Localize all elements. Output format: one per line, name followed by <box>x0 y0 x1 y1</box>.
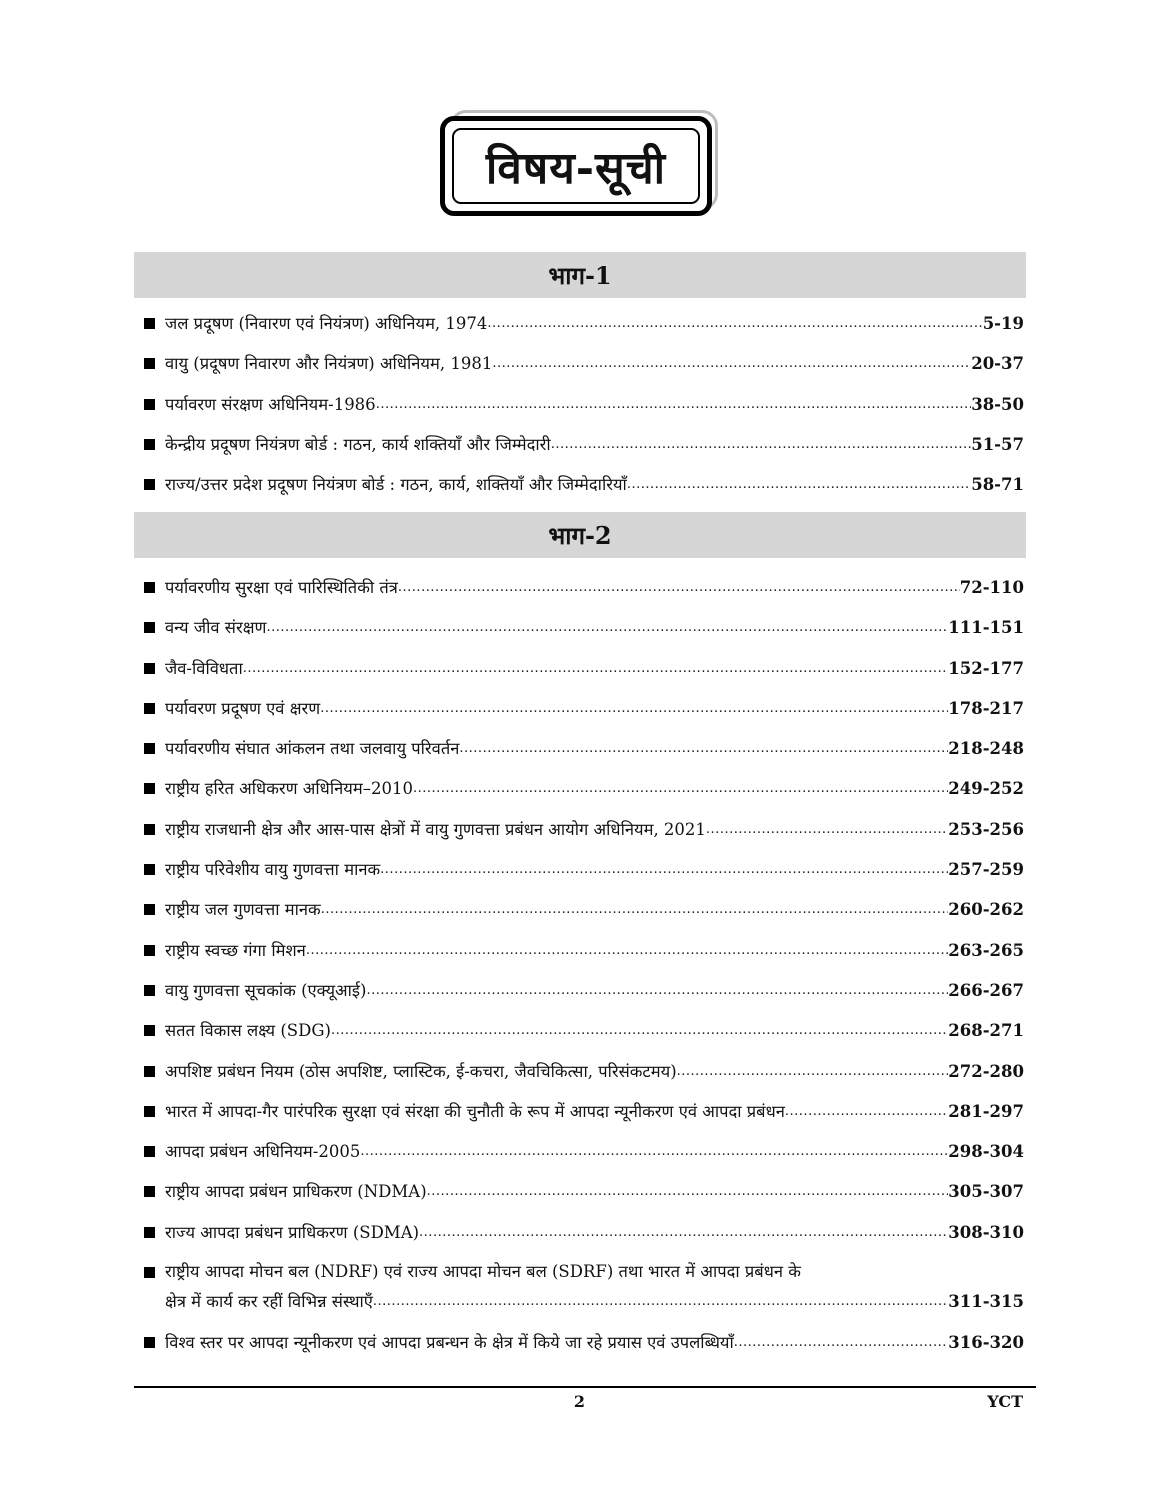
toc-entry-title: राष्ट्रीय परिवेशीय वायु गुणवत्ता मानक <box>165 860 381 880</box>
toc-entry-title: राज्य/उत्तर प्रदेश प्रदूषण नियंत्रण बोर्ड : गठन, कार्य, शक्तियाँ और जिम्मेदारियाँ <box>165 475 627 495</box>
toc-entry-title: भारत में आपदा-गैर पारंपरिक सुरक्षा एवं संरक्षा की चुनौती के रूप में आपदा न्यूनीकरण एवं आपदा प्रबंधन <box>165 1101 785 1121</box>
square-bullet-icon <box>144 864 155 875</box>
part-1-heading: भाग-1 <box>134 252 1026 298</box>
toc-entry-title: राष्ट्रीय आपदा मोचन बल (NDRF) एवं राज्य आपदा मोचन बल (SDRF) तथा भारत में आपदा प्रबंधन के <box>165 1262 801 1282</box>
square-bullet-icon <box>144 945 155 956</box>
dot-leader <box>321 890 949 930</box>
toc-entry <box>144 465 1024 505</box>
toc-entry <box>144 1172 1024 1212</box>
toc-entry-pages: 20-37 <box>971 354 1024 374</box>
toc-entry-title: आपदा प्रबंधन अधिनियम-2005 <box>165 1142 361 1162</box>
toc-entry-title: वन्य जीव संरक्षण <box>165 618 267 638</box>
toc-entry-body <box>165 425 1024 465</box>
toc-entry-pages: 305-307 <box>948 1182 1024 1202</box>
toc-entry <box>144 649 1024 689</box>
dot-leader <box>380 850 948 890</box>
toc-entry-title: राष्ट्रीय हरित अधिकरण अधिनियम–2010 <box>165 779 413 799</box>
toc-entry-title: पर्यावरण प्रदूषण एवं क्षरण <box>165 698 321 718</box>
dot-leader <box>243 649 949 689</box>
toc-entry-pages: 5-19 <box>982 314 1024 333</box>
toc-entry-pages: 298-304 <box>948 1142 1024 1162</box>
page-number: 2 <box>573 1392 586 1411</box>
toc-entry-pages: 58-71 <box>971 475 1024 495</box>
toc-entry <box>144 608 1024 648</box>
toc-entry-body <box>165 1011 1024 1051</box>
square-bullet-icon <box>144 824 155 835</box>
square-bullet-icon <box>144 1066 155 1077</box>
toc-entry-body <box>165 1132 1024 1172</box>
toc-entry-body <box>165 568 1024 608</box>
toc-entry-body <box>165 729 1024 769</box>
square-bullet-icon <box>144 1186 155 1197</box>
toc-entry-title: पर्यावरणीय सुरक्षा एवं पारिस्थितिकी तंत्र <box>165 578 398 597</box>
toc-entry-pages: 308-310 <box>948 1222 1024 1242</box>
toc-entry-pages: 316-320 <box>948 1333 1024 1353</box>
publisher-brand: YCT <box>987 1392 1023 1411</box>
toc-entry <box>144 1092 1024 1132</box>
toc-entry-title: पर्यावरण संरक्षण अधिनियम-1986 <box>165 394 376 414</box>
toc-entry-title: अपशिष्ट प्रबंधन नियम (ठोस अपशिष्ट, प्लास्टिक, ई-कचरा, जैवचिकित्सा, परिसंकटमय) <box>165 1061 677 1081</box>
square-bullet-icon <box>144 439 155 450</box>
dot-leader <box>459 729 948 769</box>
toc-entry-title: सतत विकास लक्ष्य (SDG) <box>165 1021 331 1041</box>
toc-entry-pages: 257-259 <box>948 860 1024 880</box>
toc-entry-pages: 38-50 <box>971 394 1024 414</box>
toc-entry-body <box>165 608 1024 648</box>
dot-leader <box>266 608 948 648</box>
dot-leader <box>551 425 972 465</box>
toc-entry-body <box>165 1323 1024 1363</box>
part-2-list <box>144 568 1024 1363</box>
toc-entry <box>144 971 1024 1011</box>
square-bullet-icon <box>144 1337 155 1348</box>
toc-entry-body <box>165 810 1024 850</box>
toc-entry-title: राष्ट्रीय जल गुणवत्ता मानक <box>165 900 321 920</box>
toc-entry-title: राष्ट्रीय आपदा प्रबंधन प्राधिकरण (NDMA) <box>165 1182 427 1202</box>
toc-entry-title: जैव-विविधता <box>165 658 243 678</box>
dot-leader <box>677 1052 949 1092</box>
toc-entry-body <box>165 850 1024 890</box>
toc-entry <box>144 729 1024 769</box>
toc-entry-title: केन्द्रीय प्रदूषण नियंत्रण बोर्ड : गठन, कार्य शक्तियाँ और जिम्मेदारी <box>165 434 551 454</box>
square-bullet-icon <box>144 622 155 633</box>
dot-leader <box>376 385 972 425</box>
dot-leader <box>706 810 948 850</box>
square-bullet-icon <box>144 1025 155 1036</box>
toc-entry <box>144 1213 1024 1253</box>
square-bullet-icon <box>144 358 155 369</box>
dot-leader <box>331 1011 948 1051</box>
page-title: विषय-सूची <box>485 143 667 194</box>
toc-entry-body <box>165 1092 1024 1132</box>
part-2-heading: भाग-2 <box>134 512 1026 558</box>
toc-entry-pages: 272-280 <box>948 1061 1024 1081</box>
square-bullet-icon <box>144 582 155 593</box>
dot-leader <box>427 1172 949 1212</box>
toc-entry <box>144 1052 1024 1092</box>
toc-entry <box>144 1253 1024 1323</box>
dot-leader <box>306 931 948 971</box>
toc-entry-title: राज्य आपदा प्रबंधन प्राधिकरण (SDMA) <box>165 1222 420 1242</box>
toc-entry <box>144 385 1024 425</box>
toc-entry <box>144 769 1024 809</box>
toc-entry-pages: 178-217 <box>948 698 1024 718</box>
toc-entry-body <box>165 304 1024 344</box>
toc-entry-body <box>165 385 1024 425</box>
toc-entry-body <box>165 1213 1024 1253</box>
toc-entry <box>144 931 1024 971</box>
dot-leader <box>320 689 948 729</box>
toc-entry-title: क्षेत्र में कार्य कर रहीं विभिन्न संस्थाएँ <box>165 1292 373 1312</box>
toc-entry <box>144 689 1024 729</box>
toc-entry-pages: 111-151 <box>948 618 1024 638</box>
toc-entry-pages: 51-57 <box>971 434 1024 454</box>
square-bullet-icon <box>144 985 155 996</box>
toc-entry-body <box>165 890 1024 930</box>
dot-leader <box>492 344 971 384</box>
toc-entry <box>144 1323 1024 1363</box>
toc-entry-body <box>165 1257 1024 1317</box>
toc-entry-pages: 268-271 <box>948 1021 1024 1041</box>
footer-divider <box>134 1386 1036 1388</box>
toc-entry-title: राष्ट्रीय स्वच्छ गंगा मिशन <box>165 940 306 960</box>
square-bullet-icon <box>144 479 155 490</box>
toc-entry <box>144 304 1024 344</box>
toc-entry-title: पर्यावरणीय संघात आंकलन तथा जलवायु परिवर्तन <box>165 739 460 759</box>
square-bullet-icon <box>144 399 155 410</box>
dot-leader <box>487 304 982 344</box>
toc-entry-body <box>165 769 1024 809</box>
square-bullet-icon <box>144 743 155 754</box>
toc-entry-pages: 266-267 <box>948 980 1024 1000</box>
dot-leader <box>360 1132 948 1172</box>
toc-entry <box>144 890 1024 930</box>
toc-entry <box>144 344 1024 384</box>
toc-entry-title: विश्व स्तर पर आपदा न्यूनीकरण एवं आपदा प्रबन्धन के क्षेत्र में किये जा रहे प्रयास एवं उपलब्धियाँ <box>165 1333 734 1353</box>
dot-leader <box>398 568 960 608</box>
toc-entry-body <box>165 344 1024 384</box>
toc-entry-body <box>165 649 1024 689</box>
toc-entry-title: वायु (प्रदूषण निवारण और नियंत्रण) अधिनियम, 1981 <box>165 354 493 374</box>
dot-leader <box>413 769 948 809</box>
toc-entry-body <box>165 931 1024 971</box>
toc-entry-body <box>165 1052 1024 1092</box>
title-frame <box>440 104 722 214</box>
square-bullet-icon <box>144 318 155 329</box>
toc-entry-body <box>165 689 1024 729</box>
dot-leader <box>366 971 948 1011</box>
dot-leader <box>373 1287 948 1317</box>
toc-entry-pages: 253-256 <box>948 819 1024 839</box>
square-bullet-icon <box>144 1227 155 1238</box>
toc-entry-pages: 281-297 <box>948 1101 1024 1121</box>
dot-leader <box>785 1092 948 1132</box>
square-bullet-icon <box>144 663 155 674</box>
toc-entry <box>144 1132 1024 1172</box>
toc-entry-pages: 311-315 <box>948 1292 1024 1312</box>
toc-entry <box>144 850 1024 890</box>
square-bullet-icon <box>144 703 155 714</box>
toc-entry <box>144 810 1024 850</box>
title-box <box>440 116 712 216</box>
toc-entry <box>144 568 1024 608</box>
toc-entry-pages: 260-262 <box>948 900 1024 920</box>
toc-entry-pages: 152-177 <box>948 658 1024 678</box>
toc-entry-title: राष्ट्रीय राजधानी क्षेत्र और आस-पास क्षेत्रों में वायु गुणवत्ता प्रबंधन आयोग अधिनियम, 2021 <box>165 819 706 839</box>
toc-entry-pages: 72-110 <box>959 578 1024 597</box>
part-1-list <box>144 304 1024 505</box>
toc-entry-body <box>165 971 1024 1011</box>
square-bullet-icon <box>144 783 155 794</box>
dot-leader <box>734 1323 949 1363</box>
dot-leader <box>627 465 971 505</box>
toc-entry-body <box>165 1172 1024 1212</box>
square-bullet-icon <box>144 1146 155 1157</box>
dot-leader <box>419 1213 948 1253</box>
toc-entry-pages: 218-248 <box>948 739 1024 759</box>
square-bullet-icon <box>144 1267 155 1278</box>
square-bullet-icon <box>144 904 155 915</box>
toc-entry-body <box>165 465 1024 505</box>
toc-entry <box>144 1011 1024 1051</box>
toc-entry-title: वायु गुणवत्ता सूचकांक (एक्यूआई) <box>165 980 367 1000</box>
toc-entry <box>144 425 1024 465</box>
toc-entry-title: जल प्रदूषण (निवारण एवं नियंत्रण) अधिनियम, 1974 <box>165 314 488 333</box>
toc-entry-pages: 249-252 <box>948 779 1024 799</box>
square-bullet-icon <box>144 1106 155 1117</box>
toc-entry-pages: 263-265 <box>948 940 1024 960</box>
